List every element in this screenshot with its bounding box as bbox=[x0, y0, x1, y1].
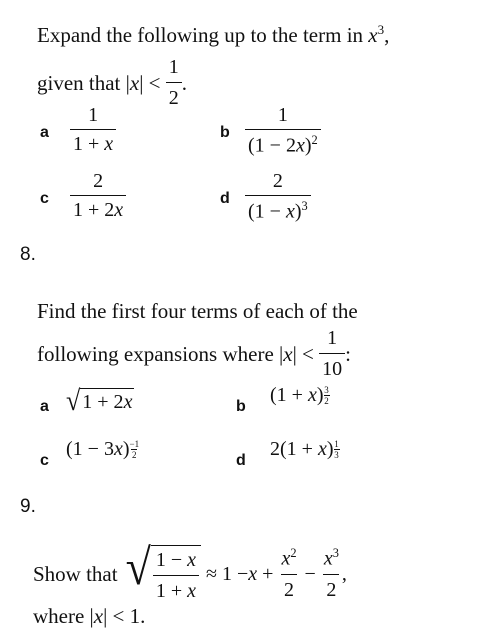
q7-part-a-expression: $\frac{1}{1 + x}$ bbox=[70, 104, 116, 156]
q7-part-d-label: d bbox=[220, 190, 230, 207]
q8-part-a-label: a bbox=[40, 398, 49, 415]
q7-part-c-label: c bbox=[40, 190, 49, 207]
q9-where: where |x| < 1. bbox=[33, 604, 146, 628]
q8-part-d-expression: 2(1 + x) $\frac{1}{3}$ bbox=[270, 438, 339, 461]
q8-part-d-label: d bbox=[236, 452, 246, 469]
q7-condition: given that |x| < $\frac{1}{2}$ . bbox=[37, 56, 187, 109]
q8-condition: following expansions where |x| < $\frac{1}{10}$ : bbox=[37, 327, 351, 380]
q8-intro: Find the first four terms of each of the bbox=[37, 299, 358, 323]
q8-part-c-expression: (1 − 3x) $\frac{-1}{2}$ bbox=[66, 438, 140, 461]
q9-show-that: Show that bbox=[33, 562, 118, 587]
q9-statement bbox=[33, 538, 347, 604]
q7-part-a-label: a bbox=[40, 124, 49, 141]
q8-part-b-expression: (1 + x) $\frac{3}{2}$ bbox=[270, 384, 329, 407]
q7-part-b-label: b bbox=[220, 124, 230, 141]
q9-number: 9. bbox=[20, 496, 36, 517]
q9-lhs: √ $\frac{1 - x}{1 + x}$ bbox=[126, 545, 201, 604]
q7-intro: Expand the following up to the term in $x^3$, bbox=[37, 22, 390, 47]
q7-part-d-expression: $\frac{2}{(1 - x)^3}$ bbox=[245, 170, 311, 224]
q8-number: 8. bbox=[20, 244, 36, 265]
q8-part-a-expression: √ 1 + 2x bbox=[66, 384, 133, 417]
q7-part-c-expression: $\frac{2}{1 + 2x}$ bbox=[70, 170, 126, 222]
q8-part-c-label: c bbox=[40, 452, 49, 469]
q9-rhs: ≈ 1 − x + $\frac{x^2}{2}$ − $\frac{x^3}{2}$ , bbox=[201, 546, 347, 601]
q8-part-b-label: b bbox=[236, 398, 246, 415]
q7-part-b-expression: $\frac{1}{(1 - 2x)^2}$ bbox=[245, 104, 321, 158]
